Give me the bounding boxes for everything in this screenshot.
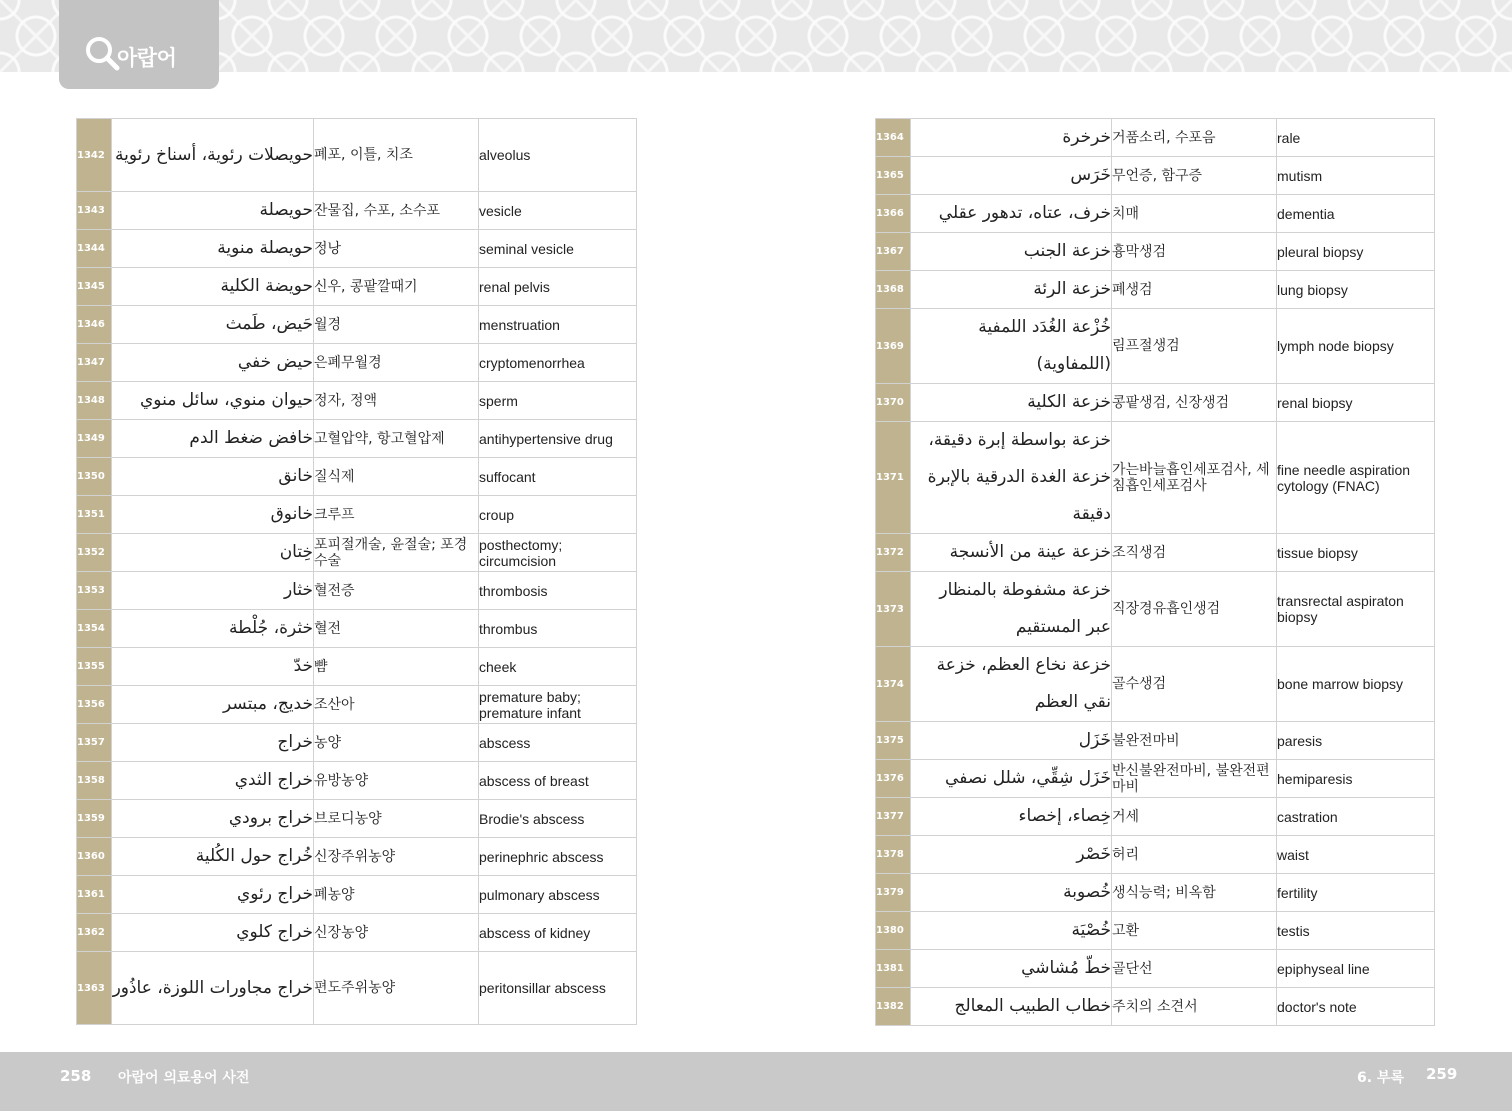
english-term: lung biopsy: [1277, 271, 1435, 309]
arabic-term: خانق: [112, 458, 314, 496]
english-term: rale: [1277, 119, 1435, 157]
entry-number: 1359: [77, 800, 112, 838]
english-term: antihypertensive drug: [479, 420, 637, 458]
arabic-term: خِصاء، إخصاء: [911, 798, 1112, 836]
entry-number: 1352: [77, 534, 112, 572]
english-term: Brodie's abscess: [479, 800, 637, 838]
arabic-term: خُصوبة: [911, 874, 1112, 912]
entry-number: 1357: [77, 724, 112, 762]
arabic-term: خثار: [112, 572, 314, 610]
arabic-term: خِتان: [112, 534, 314, 572]
arabic-term: خراج الثدي: [112, 762, 314, 800]
korean-term: 편도주위농양: [314, 952, 479, 1025]
korean-term: 흉막생검: [1112, 233, 1277, 271]
right-page-number: 259: [1426, 1065, 1458, 1083]
table-row: [876, 119, 1435, 157]
table-row: [876, 384, 1435, 422]
korean-term: 신장주위농양: [314, 838, 479, 876]
left-page-number: 258: [60, 1067, 92, 1085]
korean-term: 폐생검: [1112, 271, 1277, 309]
arabic-term: خزعة نخاع العظم، خزعة نقي العظم: [911, 647, 1112, 722]
entry-number: 1364: [876, 119, 911, 157]
arabic-term: خزعة الكلية: [911, 384, 1112, 422]
korean-term: 브로디농양: [314, 800, 479, 838]
entry-number: 1345: [77, 268, 112, 306]
table-row: [77, 458, 637, 496]
arabic-term: خَصْر: [911, 836, 1112, 874]
korean-term: 고혈압약, 항고혈압제: [314, 420, 479, 458]
arabic-term: خراج برودي: [112, 800, 314, 838]
korean-term: 반신불완전마비, 불완전편마비: [1112, 760, 1277, 798]
korean-term: 거품소리, 수포음: [1112, 119, 1277, 157]
english-term: abscess of breast: [479, 762, 637, 800]
table-row: [77, 192, 637, 230]
english-term: thrombus: [479, 610, 637, 648]
table-row: [876, 157, 1435, 195]
korean-term: 질식제: [314, 458, 479, 496]
arabic-term: خزعة الرئة: [911, 271, 1112, 309]
table-row: [876, 309, 1435, 384]
entry-number: 1342: [77, 119, 112, 192]
arabic-term: خراج: [112, 724, 314, 762]
entry-number: 1369: [876, 309, 911, 384]
entry-number: 1354: [77, 610, 112, 648]
english-term: cheek: [479, 648, 637, 686]
english-term: menstruation: [479, 306, 637, 344]
table-row: [876, 647, 1435, 722]
korean-term: 골수생검: [1112, 647, 1277, 722]
arabic-term: خزعة بواسطة إبرة دقيقة، خزعة الغدة الدرقية بالإبرة دقيقة: [911, 422, 1112, 534]
arabic-term: حويضة الكلية: [112, 268, 314, 306]
korean-term: 폐농양: [314, 876, 479, 914]
table-row: [876, 988, 1435, 1026]
korean-term: 크루프: [314, 496, 479, 534]
korean-term: 은폐무월경: [314, 344, 479, 382]
entry-number: 1380: [876, 912, 911, 950]
table-row: [77, 724, 637, 762]
entry-number: 1365: [876, 157, 911, 195]
entry-number: 1378: [876, 836, 911, 874]
entry-number: 1371: [876, 422, 911, 534]
entry-number: 1374: [876, 647, 911, 722]
korean-term: 주치의 소견서: [1112, 988, 1277, 1026]
english-term: fertility: [1277, 874, 1435, 912]
entry-number: 1344: [77, 230, 112, 268]
table-row: [876, 912, 1435, 950]
table-row: [876, 534, 1435, 572]
entry-number: 1353: [77, 572, 112, 610]
arabic-term: خطاب الطبيب المعالج: [911, 988, 1112, 1026]
english-term: renal biopsy: [1277, 384, 1435, 422]
arabic-term: خديج، مبتسر: [112, 686, 314, 724]
table-row: [77, 876, 637, 914]
table-row: [77, 420, 637, 458]
entry-number: 1361: [77, 876, 112, 914]
korean-term: 조산아: [314, 686, 479, 724]
arabic-term: خانوق: [112, 496, 314, 534]
korean-term: 정낭: [314, 230, 479, 268]
table-row: [77, 838, 637, 876]
korean-term: 치매: [1112, 195, 1277, 233]
korean-term: 림프절생검: [1112, 309, 1277, 384]
english-term: posthectomy; circumcision: [479, 534, 637, 572]
entry-number: 1382: [876, 988, 911, 1026]
english-term: cryptomenorrhea: [479, 344, 637, 382]
english-term: castration: [1277, 798, 1435, 836]
english-term: renal pelvis: [479, 268, 637, 306]
arabic-term: خُصْيَة: [911, 912, 1112, 950]
english-term: seminal vesicle: [479, 230, 637, 268]
korean-term: 유방농양: [314, 762, 479, 800]
table-row: [77, 762, 637, 800]
arabic-term: خطّ مُشاشي: [911, 950, 1112, 988]
korean-term: 신우, 콩팥깔때기: [314, 268, 479, 306]
entry-number: 1348: [77, 382, 112, 420]
korean-term: 정자, 정액: [314, 382, 479, 420]
arabic-term: خرخرة: [911, 119, 1112, 157]
arabic-term: خُزْعة الغُدَد اللمفية (اللمفاوية): [911, 309, 1112, 384]
language-tab: [59, 0, 219, 89]
korean-term: 잔물집, 수포, 소수포: [314, 192, 479, 230]
table-row: [77, 230, 637, 268]
entry-number: 1347: [77, 344, 112, 382]
arabic-term: خَرَس: [911, 157, 1112, 195]
entry-number: 1355: [77, 648, 112, 686]
korean-term: 고환: [1112, 912, 1277, 950]
vocab-table-right: [875, 118, 1435, 1026]
english-term: bone marrow biopsy: [1277, 647, 1435, 722]
table-row: [876, 874, 1435, 912]
arabic-term: خافض ضغط الدم: [112, 420, 314, 458]
arabic-term: خَزَل: [911, 722, 1112, 760]
entry-number: 1373: [876, 572, 911, 647]
entry-number: 1343: [77, 192, 112, 230]
arabic-term: خدّ: [112, 648, 314, 686]
korean-term: 조직생검: [1112, 534, 1277, 572]
table-row: [77, 306, 637, 344]
english-term: alveolus: [479, 119, 637, 192]
arabic-term: خراج كلوي: [112, 914, 314, 952]
arabic-term: حويصلات رئوية، أسناخ رئوية: [112, 119, 314, 192]
entry-number: 1360: [77, 838, 112, 876]
arabic-term: خُراج حول الكُلية: [112, 838, 314, 876]
arabic-term: خزعة عينة من الأنسجة: [911, 534, 1112, 572]
section-label: 6. 부록: [1357, 1070, 1404, 1086]
korean-term: 콩팥생검, 신장생검: [1112, 384, 1277, 422]
entry-number: 1358: [77, 762, 112, 800]
arabic-term: حيض خفي: [112, 344, 314, 382]
entry-number: 1363: [77, 952, 112, 1025]
english-term: peritonsillar abscess: [479, 952, 637, 1025]
vocab-table-left: [76, 118, 637, 1025]
table-row: [77, 572, 637, 610]
table-row: [77, 268, 637, 306]
table-row: [876, 722, 1435, 760]
entry-number: 1367: [876, 233, 911, 271]
korean-term: 허리: [1112, 836, 1277, 874]
entry-number: 1377: [876, 798, 911, 836]
english-term: pulmonary abscess: [479, 876, 637, 914]
arabic-term: خرف، عتاه، تدهور عقلي: [911, 195, 1112, 233]
korean-term: 포피절개술, 윤절술; 포경수술: [314, 534, 479, 572]
english-term: pleural biopsy: [1277, 233, 1435, 271]
table-row: [876, 233, 1435, 271]
korean-term: 무언증, 함구증: [1112, 157, 1277, 195]
korean-term: 혈전증: [314, 572, 479, 610]
table-row: [77, 119, 637, 192]
arabic-term: خَزَل شِقِّي، شلل نصفي: [911, 760, 1112, 798]
arabic-term: خراج رئوي: [112, 876, 314, 914]
korean-term: 신장농양: [314, 914, 479, 952]
entry-number: 1381: [876, 950, 911, 988]
english-term: testis: [1277, 912, 1435, 950]
korean-term: 가는바늘흡인세포검사, 세침흡인세포검사: [1112, 422, 1277, 534]
english-term: tissue biopsy: [1277, 534, 1435, 572]
english-term: doctor's note: [1277, 988, 1435, 1026]
entry-number: 1372: [876, 534, 911, 572]
english-term: sperm: [479, 382, 637, 420]
english-term: waist: [1277, 836, 1435, 874]
korean-term: 거세: [1112, 798, 1277, 836]
english-term: premature baby; premature infant: [479, 686, 637, 724]
english-term: lymph node biopsy: [1277, 309, 1435, 384]
english-term: hemiparesis: [1277, 760, 1435, 798]
arabic-term: حويصلة: [112, 192, 314, 230]
english-term: perinephric abscess: [479, 838, 637, 876]
table-row: [876, 271, 1435, 309]
entry-number: 1349: [77, 420, 112, 458]
table-row: [876, 836, 1435, 874]
arabic-term: خثرة، جُلْطة: [112, 610, 314, 648]
table-row: [77, 648, 637, 686]
korean-term: 월경: [314, 306, 479, 344]
english-term: thrombosis: [479, 572, 637, 610]
entry-number: 1366: [876, 195, 911, 233]
entry-number: 1379: [876, 874, 911, 912]
arabic-term: خزعة الجنب: [911, 233, 1112, 271]
table-row: [77, 952, 637, 1025]
korean-term: 농양: [314, 724, 479, 762]
english-term: transrectal aspiraton biopsy: [1277, 572, 1435, 647]
entry-number: 1368: [876, 271, 911, 309]
footer-bar: [0, 1052, 1512, 1111]
table-row: [77, 914, 637, 952]
header-pattern-band: [0, 0, 1512, 72]
korean-term: 골단선: [1112, 950, 1277, 988]
arabic-term: حيوان منوي، سائل منوي: [112, 382, 314, 420]
table-row: [876, 195, 1435, 233]
korean-term: 뺨: [314, 648, 479, 686]
table-row: [876, 760, 1435, 798]
english-term: paresis: [1277, 722, 1435, 760]
table-row: [77, 686, 637, 724]
search-icon: [85, 36, 121, 72]
english-term: mutism: [1277, 157, 1435, 195]
arabic-term: حويصلة منوية: [112, 230, 314, 268]
table-row: [77, 344, 637, 382]
table-row: [77, 800, 637, 838]
table-row: [876, 572, 1435, 647]
english-term: croup: [479, 496, 637, 534]
english-term: suffocant: [479, 458, 637, 496]
english-term: epiphyseal line: [1277, 950, 1435, 988]
entry-number: 1362: [77, 914, 112, 952]
table-row: [876, 950, 1435, 988]
book-title: 아랍어 의료용어 사전: [118, 1070, 250, 1086]
korean-term: 생식능력; 비옥함: [1112, 874, 1277, 912]
table-row: [876, 798, 1435, 836]
entry-number: 1370: [876, 384, 911, 422]
english-term: dementia: [1277, 195, 1435, 233]
english-term: fine needle aspiration cytology (FNAC): [1277, 422, 1435, 534]
english-term: vesicle: [479, 192, 637, 230]
table-row: [77, 534, 637, 572]
english-term: abscess of kidney: [479, 914, 637, 952]
entry-number: 1375: [876, 722, 911, 760]
table-row: [77, 382, 637, 420]
language-label: 아랍어: [117, 46, 177, 70]
korean-term: 불완전마비: [1112, 722, 1277, 760]
table-row: [876, 422, 1435, 534]
table-row: [77, 610, 637, 648]
entry-number: 1350: [77, 458, 112, 496]
arabic-term: خراج مجاورات اللوزة، عاذُور: [112, 952, 314, 1025]
korean-term: 직장경유흡인생검: [1112, 572, 1277, 647]
arabic-term: حَيض، طَمث: [112, 306, 314, 344]
korean-term: 폐포, 이틀, 치조: [314, 119, 479, 192]
korean-term: 혈전: [314, 610, 479, 648]
entry-number: 1376: [876, 760, 911, 798]
table-row: [77, 496, 637, 534]
entry-number: 1356: [77, 686, 112, 724]
english-term: abscess: [479, 724, 637, 762]
entry-number: 1346: [77, 306, 112, 344]
arabic-term: خزعة مشفوطة بالمنظار عبر المستقيم: [911, 572, 1112, 647]
entry-number: 1351: [77, 496, 112, 534]
